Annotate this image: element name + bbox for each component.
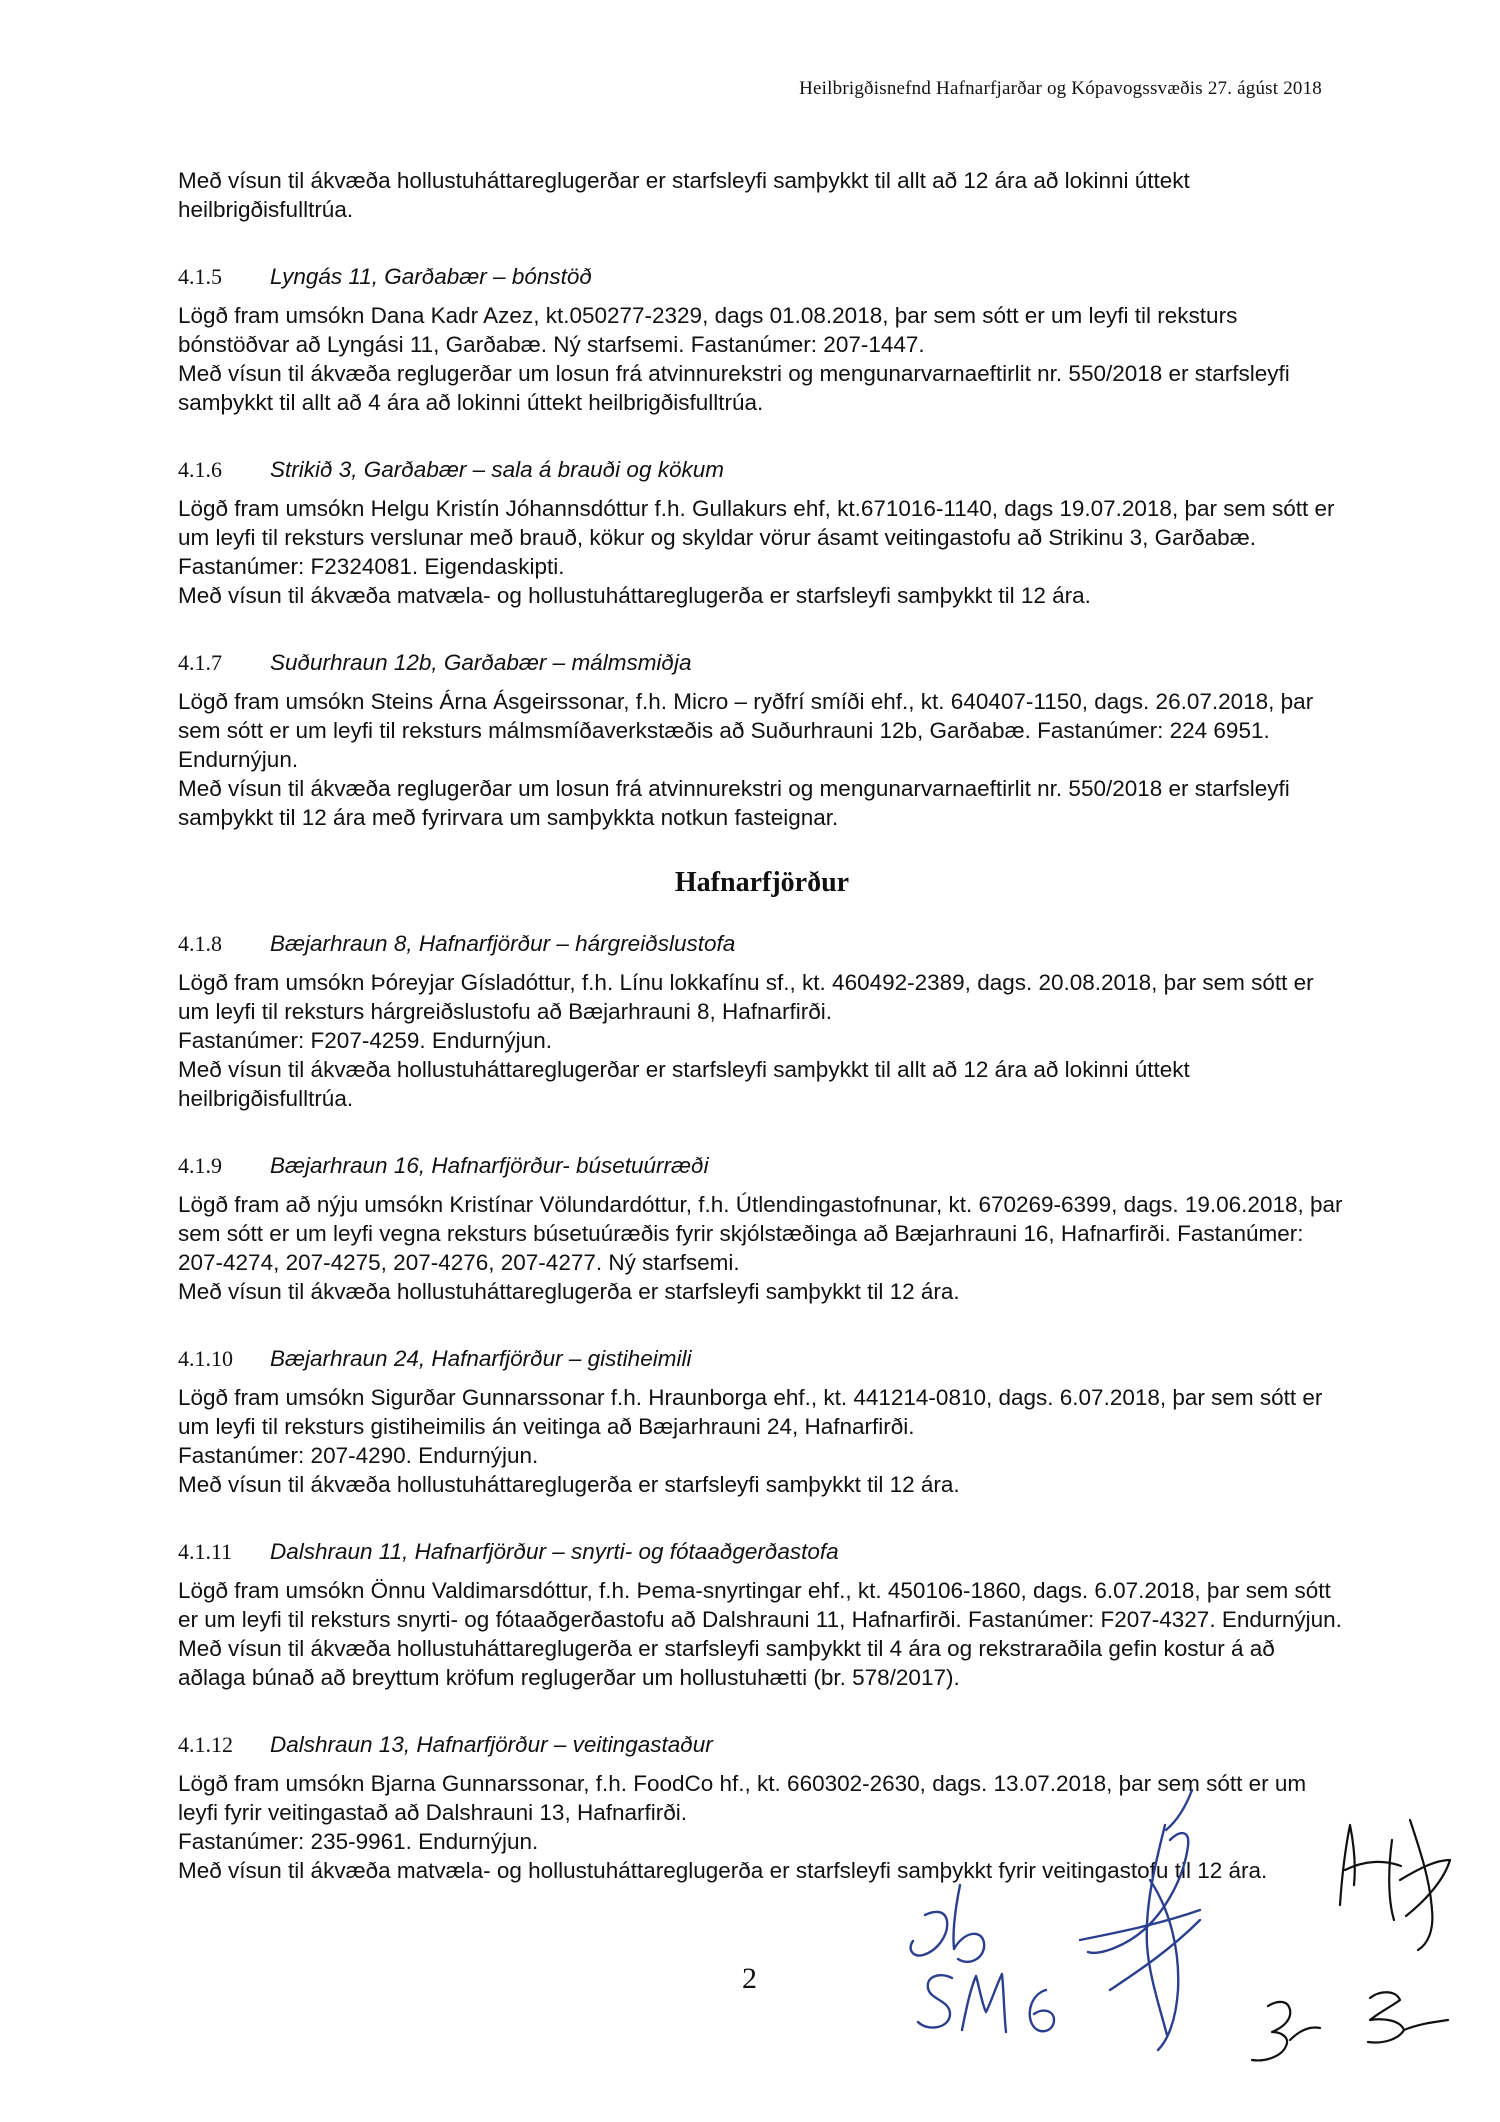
item-number: 4.1.11 bbox=[178, 1539, 233, 1564]
agenda-item bbox=[178, 1344, 1346, 1499]
item-number: 4.1.8 bbox=[178, 931, 222, 956]
signature-right-bottom-2 bbox=[1368, 1992, 1448, 2042]
page-number: 2 bbox=[742, 1962, 757, 1995]
item-number: 4.1.5 bbox=[178, 264, 222, 289]
signature-right-bottom-1 bbox=[1252, 2002, 1320, 2060]
item-body bbox=[178, 687, 1346, 832]
agenda-item bbox=[178, 455, 1346, 610]
item-title: Bæjarhraun 16, Hafnarfjörður- búsetuúrræði bbox=[270, 1153, 709, 1178]
item-number: 4.1.6 bbox=[178, 457, 222, 482]
item-title: Strikið 3, Garðabær – sala á brauði og kökum bbox=[270, 457, 724, 482]
item-heading bbox=[178, 262, 1346, 291]
agenda-item bbox=[178, 929, 1346, 1113]
item-body bbox=[178, 1383, 1346, 1499]
item-text: Lögð fram að nýju umsókn Kristínar Völundardóttur, f.h. Útlendingastofnunar, kt. 670269-6399, dags. 19.06.2018, þar sem sótt er um leyfi vegna reksturs búsetuúræðis fyrir skjólstæðinga að Bæjarhrauni 16, Hafnarfirði. Fastanúmer: 207-4274, 207-4275, 207-4276, 207-4277. Ný starfsemi. bbox=[178, 1192, 1343, 1275]
item-heading bbox=[178, 1344, 1346, 1373]
item-text: Með vísun til ákvæða hollustuháttareglugerða er starfsleyfi samþykkt til 4 ára og rekstraraðila gefin kostur á að aðlaga búnað að breyttum kröfum reglugerðar um hollustuhætti (br. 578/2017). bbox=[178, 1636, 1275, 1690]
item-text: Með vísun til ákvæða hollustuháttareglugerða er starfsleyfi samþykkt til 12 ára. bbox=[178, 1472, 960, 1497]
item-text: Með vísun til ákvæða reglugerðar um losun frá atvinnurekstri og mengunarvarnaeftirlit nr. 550/2018 er starfsleyfi samþykkt til 12 ára með fyrirvara um samþykkta notkun fasteignar. bbox=[178, 776, 1290, 830]
item-text: Lögð fram umsókn Sigurðar Gunnarssonar f.h. Hraunborga ehf., kt. 441214-0810, dags. 6.07.2018, þar sem sótt er um leyfi til reksturs gistiheimilis án veitinga að Bæjarhrauni 24, Hafnarfirði. bbox=[178, 1385, 1323, 1439]
item-text: Með vísun til ákvæða hollustuháttareglugerðar er starfsleyfi samþykkt til allt að 12 ára að lokinni úttekt heilbrigðisfulltrúa. bbox=[178, 1057, 1190, 1111]
item-body bbox=[178, 1769, 1346, 1885]
item-text: Með vísun til ákvæða hollustuháttareglugerða er starfsleyfi samþykkt til 12 ára. bbox=[178, 1279, 960, 1304]
signature-right-top bbox=[1340, 1820, 1450, 1950]
item-text: Með vísun til ákvæða matvæla- og hollustuháttareglugerða er starfsleyfi samþykkt fyrir veitingastofu til 12 ára. bbox=[178, 1858, 1268, 1883]
item-body bbox=[178, 494, 1346, 610]
item-title: Bæjarhraun 8, Hafnarfjörður – hárgreiðslustofa bbox=[270, 931, 736, 956]
agenda-item bbox=[178, 262, 1346, 417]
item-heading bbox=[178, 648, 1346, 677]
item-text: Lögð fram umsókn Þóreyjar Gísladóttur, f.h. Línu lokkafínu sf., kt. 460492-2389, dags. 20.08.2018, þar sem sótt er um leyfi til reksturs hárgreiðslustofu að Bæjarhrauni 8, Hafnarfirði. bbox=[178, 970, 1314, 1024]
item-number: 4.1.7 bbox=[178, 650, 222, 675]
item-heading bbox=[178, 455, 1346, 484]
item-number: 4.1.10 bbox=[178, 1346, 233, 1371]
page-header: Heilbrigðisnefnd Hafnarfjarðar og Kópavogssvæðis 27. ágúst 2018 bbox=[799, 78, 1322, 99]
agenda-item bbox=[178, 648, 1346, 832]
item-text: Fastanúmer: 235-9961. Endurnýjun. bbox=[178, 1829, 539, 1854]
item-body bbox=[178, 968, 1346, 1113]
item-text: Lögð fram umsókn Dana Kadr Azez, kt.050277-2329, dags 01.08.2018, þar sem sótt er um leyfi til reksturs bónstöðvar að Lyngási 11, Garðabæ. Ný starfsemi. Fastanúmer: 207-1447. bbox=[178, 303, 1238, 357]
agenda-item bbox=[178, 1151, 1346, 1306]
item-body bbox=[178, 1576, 1346, 1692]
item-title: Lyngás 11, Garðabær – bónstöð bbox=[270, 264, 592, 289]
item-heading bbox=[178, 929, 1346, 958]
agenda-item bbox=[178, 1730, 1346, 1885]
item-title: Dalshraun 11, Hafnarfjörður – snyrti- og fótaaðgerðastofa bbox=[270, 1539, 839, 1564]
item-text: Með vísun til ákvæða reglugerðar um losun frá atvinnurekstri og mengunarvarnaeftirlit nr. 550/2018 er starfsleyfi samþykkt til allt að 4 ára að lokinni úttekt heilbrigðisfulltrúa. bbox=[178, 361, 1290, 415]
initials-jb bbox=[911, 1885, 985, 1962]
section-heading: Hafnarfjörður bbox=[674, 867, 850, 898]
item-number: 4.1.12 bbox=[178, 1732, 233, 1757]
item-heading bbox=[178, 1151, 1346, 1180]
item-text: Lögð fram umsókn Önnu Valdimarsdóttur, f.h. Þema-snyrtingar ehf., kt. 450106-1860, dags. 6.07.2018, þar sem sótt er um leyfi til reksturs snyrti- og fótaaðgerðastofu að Dalshrauni 11, Hafnarfirði. Fastanúmer: F207-4327. Endurnýjun. bbox=[178, 1578, 1342, 1632]
item-title: Bæjarhraun 24, Hafnarfjörður – gistiheimili bbox=[270, 1346, 692, 1371]
item-text: Með vísun til ákvæða matvæla- og hollustuháttareglugerða er starfsleyfi samþykkt til 12 ára. bbox=[178, 583, 1091, 608]
item-body bbox=[178, 301, 1346, 417]
item-heading bbox=[178, 1730, 1346, 1759]
item-text: Lögð fram umsókn Bjarna Gunnarssonar, f.h. FoodCo hf., kt. 660302-2630, dags. 13.07.2018, þar sem sótt er um leyfi fyrir veitingastað að Dalshrauni 13, Hafnarfirði. bbox=[178, 1771, 1307, 1825]
intro-paragraph: Með vísun til ákvæða hollustuháttareglugerðar er starfsleyfi samþykkt til allt að 12 ára að lokinni úttekt heilbrigðisfulltrúa. bbox=[178, 168, 1190, 222]
page-content bbox=[178, 166, 1346, 1885]
item-title: Suðurhraun 12b, Garðabær – málmsmiðja bbox=[270, 650, 692, 675]
item-title: Dalshraun 13, Hafnarfjörður – veitingastaður bbox=[270, 1732, 713, 1757]
agenda-item bbox=[178, 1537, 1346, 1692]
item-text: Lögð fram umsókn Steins Árna Ásgeirssonar, f.h. Micro – ryðfrí smíði ehf., kt. 640407-1150, dags. 26.07.2018, þar sem sótt er um leyfi til reksturs málmsmíðaverkstæðis að Suðurhrauni 12b, Garðabæ. Fastanúmer: 224 6951. Endurnýjun. bbox=[178, 689, 1314, 772]
item-text: Lögð fram umsókn Helgu Kristín Jóhannsdóttur f.h. Gullakurs ehf, kt.671016-1140, dags 19.07.2018, þar sem sótt er um leyfi til reksturs verslunar með brauð, kökur og skyldar vörur ásamt veitingastofu að Strikinu 3, Garðabæ. Fastanúmer: F2324081. Eigendaskipti. bbox=[178, 496, 1335, 579]
item-number: 4.1.9 bbox=[178, 1153, 222, 1178]
item-body bbox=[178, 1190, 1346, 1306]
item-text: Fastanúmer: F207-4259. Endurnýjun. bbox=[178, 1028, 552, 1053]
initials-sm6 bbox=[918, 1974, 1054, 2032]
item-text: Fastanúmer: 207-4290. Endurnýjun. bbox=[178, 1443, 539, 1468]
item-heading bbox=[178, 1537, 1346, 1566]
